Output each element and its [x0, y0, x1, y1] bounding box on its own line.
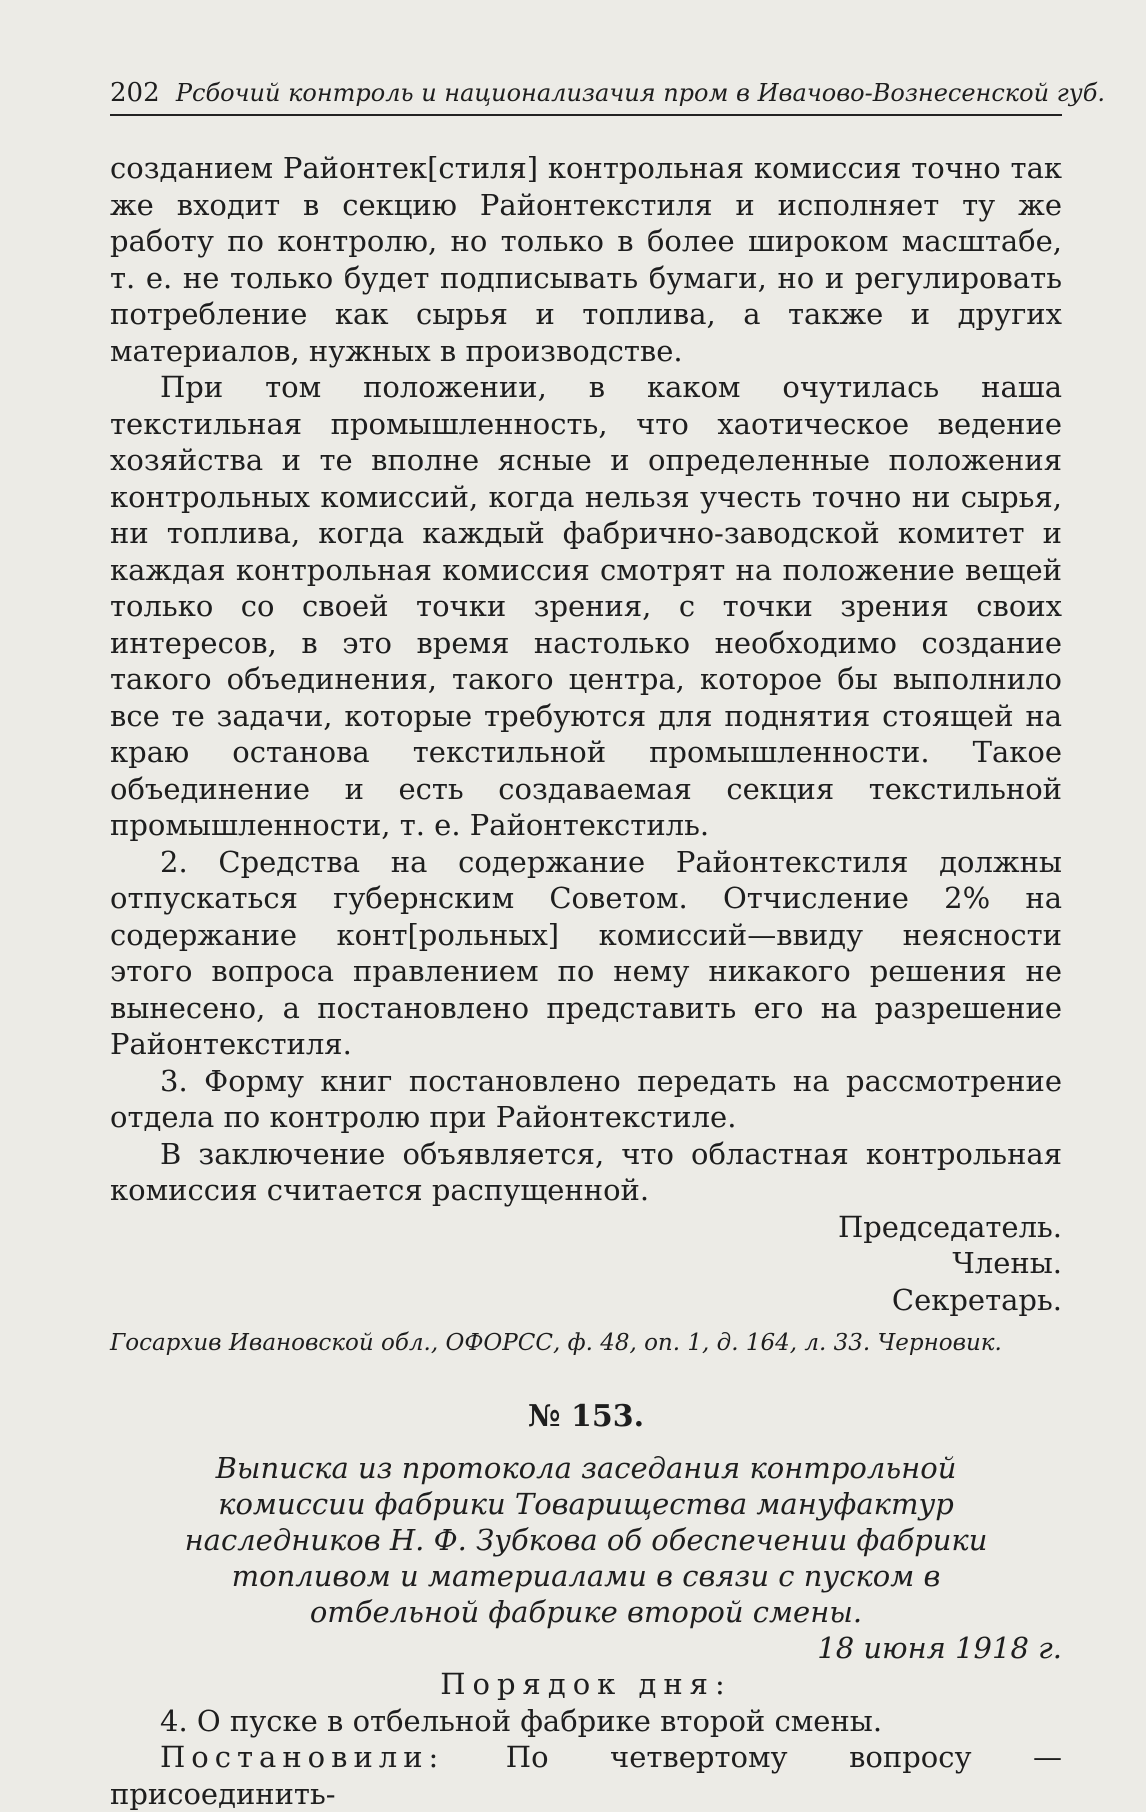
resolution-text: По четвертому вопросу — присоединить- [110, 1740, 1063, 1811]
page-number: 202 [110, 78, 160, 108]
signature-members: Члены. [952, 1246, 1062, 1280]
header-title: Рсбочий контроль и национализачия пром в Ивачово-Вознесенской губ. [175, 79, 1106, 107]
document-date: 18 июня 1918 г. [817, 1630, 1062, 1665]
paragraph: созданием Районтек[стиля] контрольная комиссия точно так же входит в секцию Районтекстиля и исполняет ту же работу по контролю, но только в более широком масштабе, т. е. не только будет подписывать бумаги, но и регулировать потребление как сырья и топлива, а также и других материалов, нужных в производстве. [110, 151, 1062, 368]
paragraph: При том положении, в каком очутилась наша текстильная промышленность, что хаотическое ведение хозяйства и те вполне ясные и определенные положения контрольных комиссий, когда нельзя учесть точно ни сырья, ни топлива, когда каждый фабрично-заводской комитет и каждая контрольная комиссия смотрят на положение вещей только со своей точки зрения, с точки зрения своих интересов, в это время настолько необходимо создание такого объединения, такого центра, которое бы выполнило все те задачи, которые требуются для поднятия стоящей на краю останова текстильной промышленности. Такое объединение и есть создаваемая секция текстильной промышленности, т. е. Районтекстиль. [110, 370, 1062, 842]
signature-secretary: Секретарь. [891, 1282, 1062, 1317]
paragraph: 2. Средства на содержание Районтекстиля должны отпускаться губернским Советом. Отчисление 2% на содержание конт[рольных] комиссий—ввиду неясности этого вопроса правлением по нему никакого решения не вынесено, а постановлено представить его на разрешение Районтекстиля. [110, 844, 1062, 1061]
resolution-label: Постановили: [160, 1740, 445, 1774]
agenda-heading: Порядок дня: [440, 1667, 732, 1701]
paragraph: 3. Форму книг постановлено передать на рассмотрение отдела по контролю при Районтекстиле. [110, 1063, 1062, 1134]
document-title: Выписка из протокола заседания контрольной комиссии фабрики Товарищества мануфактур наследников Н. Ф. Зубкова об обеспечении фабрики топливом и материалами в связи с пуском в отбельной фабрике второй смены. [184, 1450, 988, 1629]
signature-chairman: Председатель. [837, 1209, 1062, 1244]
agenda-item: 4. О пуске в отбельной фабрике второй смены. [160, 1703, 883, 1738]
body-text [110, 150, 1062, 1812]
document-number: № 153. [527, 1399, 645, 1434]
paragraph: В заключение объявляется, что областная контрольная комиссия считается распущенной. [110, 1136, 1062, 1207]
archive-reference: Госархив Ивановской обл., ОФОРСС, ф. 48, оп. 1, д. 164, л. 33. Черновик. [110, 1330, 1002, 1356]
running-header [110, 78, 1106, 116]
resolution [110, 1739, 1062, 1812]
